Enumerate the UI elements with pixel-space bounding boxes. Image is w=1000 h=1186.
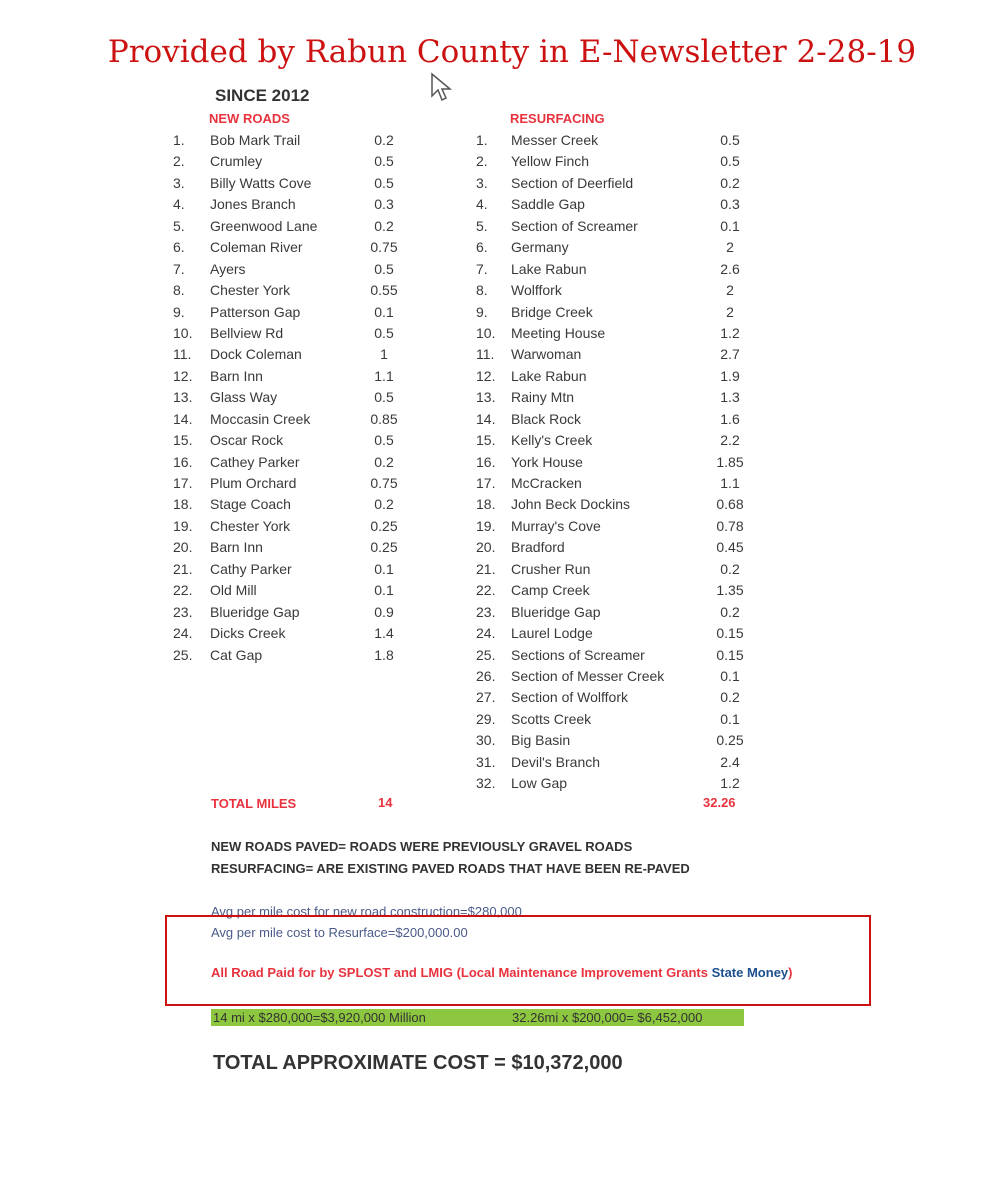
road-miles: 1.1 <box>374 367 394 384</box>
state-money-text: State Money <box>711 965 789 980</box>
avg-new-cost: Avg per mile cost for new road construction=$280,000 <box>211 904 522 919</box>
funding-note <box>211 965 793 980</box>
road-miles: 2.7 <box>720 346 740 363</box>
table-row <box>0 409 1000 430</box>
road-miles: 0.5 <box>374 260 394 277</box>
row-number: 4. <box>476 196 488 213</box>
road-miles: 0.2 <box>374 132 394 148</box>
table-row <box>0 387 1000 408</box>
road-name: Chester York <box>210 282 291 299</box>
road-name: Germany <box>511 239 569 256</box>
row-number: 23. <box>173 603 193 620</box>
row-number: 23. <box>476 603 496 620</box>
total-approximate-cost: TOTAL APPROXIMATE COST = $10,372,000 <box>213 1052 623 1074</box>
row-number: 16. <box>173 453 193 470</box>
road-name: Blueridge Gap <box>210 603 300 620</box>
road-miles: 0.5 <box>374 389 394 406</box>
table-row <box>0 344 1000 365</box>
road-miles: 0.1 <box>374 582 394 599</box>
row-number: 17. <box>476 475 496 491</box>
row-number: 21. <box>476 560 496 577</box>
total-miles-label: TOTAL MILES <box>211 796 297 811</box>
row-number: 3. <box>476 174 488 191</box>
funding-note-close: ) <box>788 965 793 980</box>
resurfacing-cost-calc: 32.26mi x $200,000= $6,452,000 <box>512 1010 703 1025</box>
road-name: Black Rock <box>511 410 582 427</box>
road-name: Glass Way <box>210 389 278 406</box>
road-miles: 0.1 <box>720 667 740 684</box>
road-name: Billy Watts Cove <box>210 174 312 191</box>
road-miles: 0.5 <box>374 432 394 449</box>
row-number: 16. <box>476 453 496 470</box>
road-name: Section of Wolffork <box>511 689 628 706</box>
row-number: 25. <box>173 646 193 663</box>
table-row <box>0 516 1000 537</box>
road-name: Dicks Creek <box>210 625 286 642</box>
road-name: Crumley <box>210 153 263 170</box>
row-number: 29. <box>476 710 496 727</box>
road-miles: 0.5 <box>720 132 740 148</box>
row-number: 6. <box>173 239 185 256</box>
row-number: 22. <box>476 582 496 599</box>
row-number: 32. <box>476 775 496 792</box>
road-miles: 1.6 <box>720 410 740 427</box>
row-number: 10. <box>476 324 496 341</box>
road-name: Bob Mark Trail <box>210 132 301 148</box>
row-number: 8. <box>476 282 488 299</box>
road-miles: 0.78 <box>716 517 744 534</box>
road-miles: 0.2 <box>374 453 394 470</box>
row-number: 24. <box>476 625 496 642</box>
resurfacing-heading: RESURFACING <box>510 111 605 126</box>
road-miles: 0.2 <box>374 217 394 234</box>
row-number: 12. <box>173 367 193 384</box>
road-name: Section of Messer Creek <box>511 667 665 684</box>
table-row <box>0 130 1000 151</box>
road-name: Cathey Parker <box>210 453 300 470</box>
road-name: Kelly's Creek <box>511 432 593 449</box>
road-miles: 0.2 <box>720 603 740 620</box>
funding-note-text: All Road Paid for by SPLOST and LMIG (Local Maintenance Improvement Grants <box>211 965 712 980</box>
road-name: Laurel Lodge <box>511 625 593 642</box>
road-miles: 0.3 <box>720 196 740 213</box>
table-row <box>0 366 1000 387</box>
road-name: Lake Rabun <box>511 260 587 277</box>
road-miles: 2 <box>726 303 734 320</box>
row-number: 10. <box>173 324 193 341</box>
road-name: John Beck Dockins <box>511 496 631 513</box>
row-number: 13. <box>476 389 496 406</box>
row-number: 6. <box>476 239 488 256</box>
road-miles: 0.25 <box>370 517 398 534</box>
road-miles: 1.1 <box>720 475 740 491</box>
road-miles: 0.68 <box>716 496 744 513</box>
road-miles: 2 <box>726 282 734 299</box>
road-name: Plum Orchard <box>210 475 297 491</box>
road-name: Ayers <box>210 260 246 277</box>
road-name: Blueridge Gap <box>511 603 601 620</box>
road-name: Murray's Cove <box>511 517 601 534</box>
road-name: Crusher Run <box>511 560 591 577</box>
row-number: 3. <box>173 174 185 191</box>
since-heading: SINCE 2012 <box>215 86 310 105</box>
road-miles: 0.1 <box>720 710 740 727</box>
road-miles: 1.2 <box>720 324 740 341</box>
road-name: Camp Creek <box>511 582 590 599</box>
resurfacing-total: 32.26 <box>703 795 736 810</box>
table-row <box>0 194 1000 215</box>
road-miles: 0.15 <box>716 625 744 642</box>
table-row <box>0 666 1000 687</box>
table-row <box>0 259 1000 280</box>
road-name: Yellow Finch <box>511 153 590 170</box>
road-miles: 0.45 <box>716 539 744 556</box>
row-number: 2. <box>173 153 185 170</box>
row-number: 31. <box>476 753 496 770</box>
row-number: 11. <box>173 346 192 363</box>
road-name: Section of Deerfield <box>511 174 634 191</box>
row-number: 9. <box>173 303 185 320</box>
row-number: 18. <box>173 496 193 513</box>
road-miles: 0.5 <box>720 153 740 170</box>
road-name: Scotts Creek <box>511 710 592 727</box>
row-number: 7. <box>476 260 488 277</box>
row-number: 13. <box>173 389 193 406</box>
row-number: 9. <box>476 303 488 320</box>
table-row <box>0 473 1000 494</box>
row-number: 1. <box>173 132 185 148</box>
new-roads-total: 14 <box>378 795 393 810</box>
table-row <box>0 709 1000 730</box>
road-miles: 0.25 <box>370 539 398 556</box>
row-number: 12. <box>476 367 496 384</box>
road-miles: 0.2 <box>720 689 740 706</box>
road-name: McCracken <box>511 475 582 491</box>
table-row <box>0 280 1000 301</box>
new-roads-cost-calc: 14 mi x $280,000=$3,920,000 Million <box>213 1010 426 1025</box>
road-miles: 0.1 <box>374 560 394 577</box>
road-name: Low Gap <box>511 775 568 792</box>
table-row <box>0 173 1000 194</box>
new-roads-heading: NEW ROADS <box>209 111 290 126</box>
row-number: 19. <box>173 517 193 534</box>
new-roads-definition: NEW ROADS PAVED= ROADS WERE PREVIOUSLY GRAVEL ROADS <box>211 839 633 854</box>
road-name: Cat Gap <box>210 646 263 663</box>
road-miles: 0.25 <box>716 732 744 749</box>
road-name: Lake Rabun <box>511 367 587 384</box>
road-name: Barn Inn <box>210 367 263 384</box>
road-miles: 0.2 <box>720 560 740 577</box>
road-miles: 1.4 <box>374 625 394 642</box>
road-miles: 1.35 <box>716 582 744 599</box>
table-row <box>0 752 1000 773</box>
table-row <box>0 494 1000 515</box>
road-miles: 2.4 <box>720 753 740 770</box>
road-name: Wolffork <box>511 282 562 299</box>
table-row <box>0 237 1000 258</box>
road-name: Greenwood Lane <box>210 217 318 234</box>
row-number: 26. <box>476 667 496 684</box>
row-number: 30. <box>476 732 496 749</box>
road-name: Moccasin Creek <box>210 410 311 427</box>
road-miles: 1.85 <box>716 453 744 470</box>
row-number: 20. <box>173 539 193 556</box>
table-row <box>0 302 1000 323</box>
row-number: 27. <box>476 689 496 706</box>
row-number: 4. <box>173 196 185 213</box>
road-name: Cathy Parker <box>210 560 292 577</box>
row-number: 18. <box>476 496 496 513</box>
table-row <box>0 623 1000 644</box>
resurfacing-definition: RESURFACING= ARE EXISTING PAVED ROADS THAT HAVE BEEN RE-PAVED <box>211 861 690 876</box>
table-row <box>0 452 1000 473</box>
row-number: 14. <box>476 410 496 427</box>
road-name: Oscar Rock <box>210 432 284 449</box>
road-name: Devil's Branch <box>511 753 601 770</box>
road-miles: 0.1 <box>720 217 740 234</box>
road-name: York House <box>511 453 583 470</box>
road-miles: 0.75 <box>370 239 398 256</box>
mouse-pointer-icon <box>430 72 458 104</box>
table-row <box>0 151 1000 172</box>
road-miles: 1 <box>380 346 388 363</box>
road-miles: 2.2 <box>720 432 740 449</box>
row-number: 2. <box>476 153 488 170</box>
road-miles: 2 <box>726 239 734 256</box>
table-row <box>0 430 1000 451</box>
road-name: Old Mill <box>210 582 257 599</box>
row-number: 21. <box>173 560 193 577</box>
road-miles: 0.55 <box>370 282 398 299</box>
table-row <box>0 559 1000 580</box>
table-row <box>0 730 1000 751</box>
table-row <box>0 687 1000 708</box>
row-number: 11. <box>476 346 495 363</box>
row-number: 17. <box>173 475 193 491</box>
road-name: Section of Screamer <box>511 217 638 234</box>
road-miles: 0.9 <box>374 603 394 620</box>
table-row <box>0 645 1000 666</box>
row-number: 15. <box>476 432 496 449</box>
row-number: 5. <box>173 217 185 234</box>
row-number: 8. <box>173 282 185 299</box>
row-number: 14. <box>173 410 193 427</box>
row-number: 5. <box>476 217 488 234</box>
table-row <box>0 602 1000 623</box>
road-miles: 1.9 <box>720 367 740 384</box>
road-miles: 2.6 <box>720 260 740 277</box>
newsletter-title: Provided by Rabun County in E-Newsletter 2-28-19 <box>107 34 917 70</box>
road-name: Jones Branch <box>210 196 296 213</box>
row-number: 22. <box>173 582 193 599</box>
road-miles: 0.5 <box>374 174 394 191</box>
table-row <box>0 773 1000 794</box>
road-miles: 0.5 <box>374 324 394 341</box>
table-row <box>0 323 1000 344</box>
road-name: Saddle Gap <box>511 196 585 213</box>
road-miles: 0.75 <box>370 475 398 491</box>
row-number: 25. <box>476 646 496 663</box>
road-miles: 0.5 <box>374 153 394 170</box>
road-miles: 0.2 <box>374 496 394 513</box>
road-name: Meeting House <box>511 324 606 341</box>
road-miles: 1.8 <box>374 646 394 663</box>
road-name: Big Basin <box>511 732 571 749</box>
avg-resurface-cost: Avg per mile cost to Resurface=$200,000.00 <box>211 925 468 940</box>
row-number: 7. <box>173 260 185 277</box>
table-row <box>0 537 1000 558</box>
row-number: 15. <box>173 432 193 449</box>
table-row <box>0 216 1000 237</box>
road-name: Dock Coleman <box>210 346 302 363</box>
road-miles: 1.3 <box>720 389 740 406</box>
road-name: Barn Inn <box>210 539 263 556</box>
row-number: 24. <box>173 625 193 642</box>
row-number: 1. <box>476 132 488 148</box>
road-name: Patterson Gap <box>210 303 301 320</box>
road-name: Bellview Rd <box>210 324 284 341</box>
road-name: Messer Creek <box>511 132 599 148</box>
road-name: Rainy Mtn <box>511 389 575 406</box>
road-miles: 0.3 <box>374 196 394 213</box>
road-miles: 1.2 <box>720 775 740 792</box>
resurfacing-list <box>0 130 1000 795</box>
road-name: Sections of Screamer <box>511 646 645 663</box>
road-miles: 0.85 <box>370 410 398 427</box>
road-name: Stage Coach <box>210 496 291 513</box>
road-name: Chester York <box>210 517 291 534</box>
road-miles: 0.15 <box>716 646 744 663</box>
road-name: Bridge Creek <box>511 303 593 320</box>
table-row <box>0 580 1000 601</box>
road-name: Warwoman <box>511 346 582 363</box>
row-number: 20. <box>476 539 496 556</box>
road-name: Coleman River <box>210 239 303 256</box>
road-miles: 0.2 <box>720 174 740 191</box>
road-miles: 0.1 <box>374 303 394 320</box>
road-name: Bradford <box>511 539 565 556</box>
row-number: 19. <box>476 517 496 534</box>
